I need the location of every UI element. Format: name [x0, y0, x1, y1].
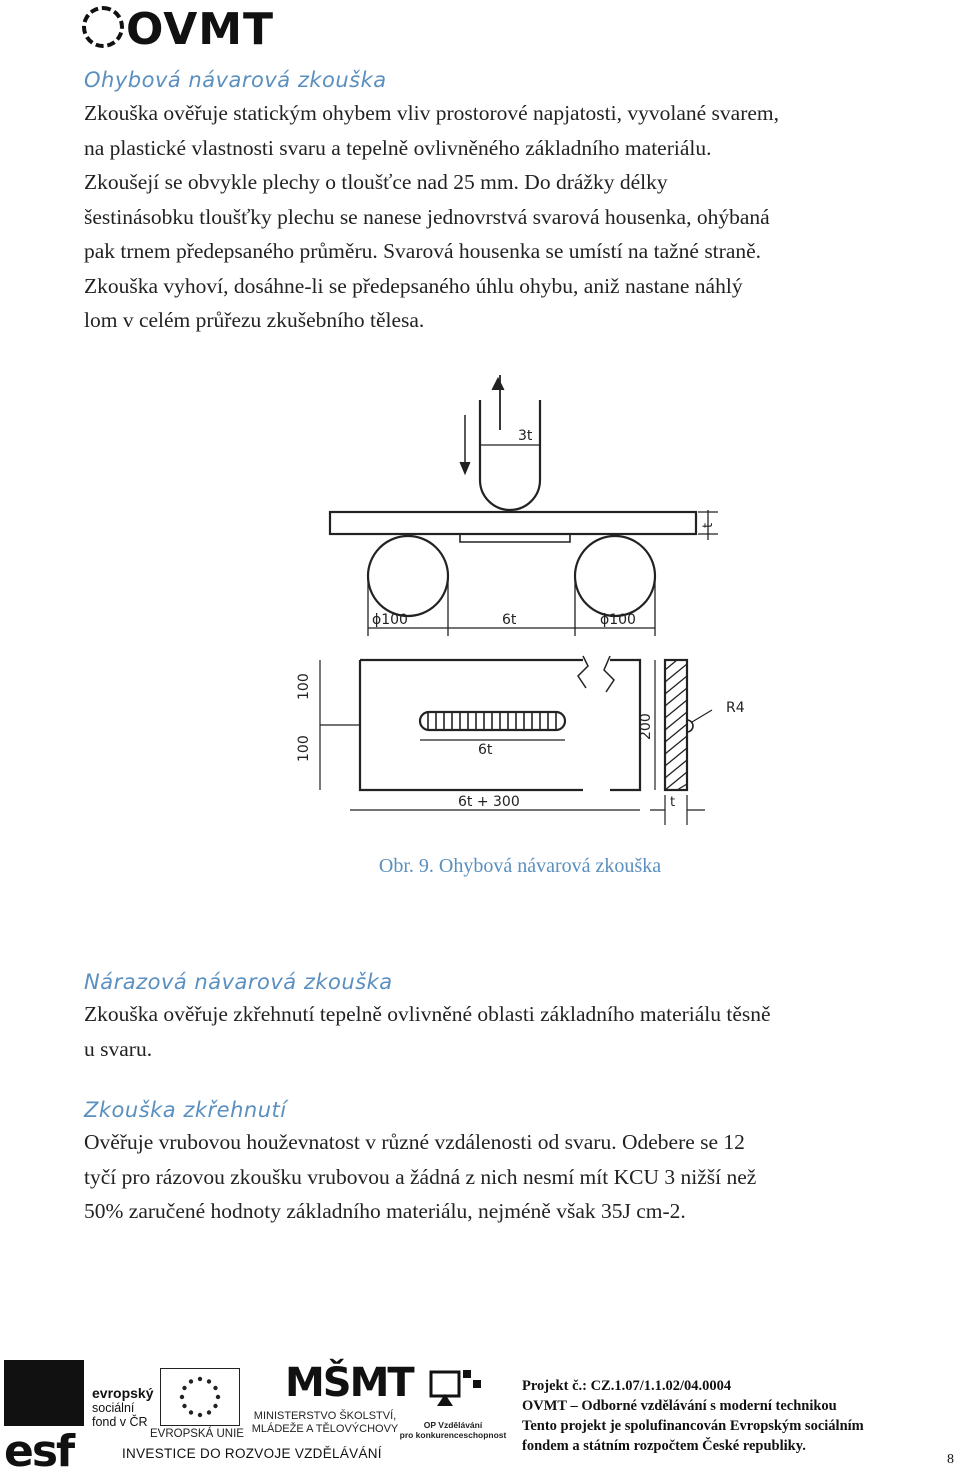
section-heading-embrittlement-test: Zkouška zkřehnutí [84, 1098, 287, 1122]
section-body-impact-test [84, 997, 956, 1066]
section-body-bend-test [84, 96, 956, 338]
text-line: Zkouška ověřuje statickým ohybem vliv prostorové napjatosti, vyvolané svarem, [84, 101, 780, 125]
section-heading-impact-test: Nárazová návarová zkouška [84, 970, 393, 994]
text-line: Zkoušejí se obvykle plechy o tloušťce nad 25 mm. Do drážky délky [84, 170, 668, 194]
support-roller-right [575, 536, 655, 616]
section-body-embrittlement-test [84, 1125, 956, 1229]
length-label: 6t + 300 [458, 794, 520, 810]
plate [330, 510, 718, 542]
support-right-label: ϕ100 [600, 612, 636, 628]
text-line: šestinásobku tloušťky plechu se nanese jednovrstvá svarová housenka, ohýbaná [84, 204, 770, 229]
logo-text: OVMT [126, 4, 275, 55]
text-line: 50% zaručené hodnoty základního materiálu, nejméně však 35J cm-2. [84, 1199, 686, 1223]
esf-logo-icon [4, 1360, 84, 1426]
invest-slogan: INVESTICE DO ROZVOJE VZDĚLÁVÁNÍ [122, 1446, 382, 1461]
text-line: Zkouška vyhoví, dosáhne-li se předepsaného úhlu ohybu, aniž nastane náhlý [84, 273, 743, 298]
text-line: pak trnem předepsaného průměru. Svarová housenka se umístí na tažné straně. [84, 239, 762, 263]
upper-half-label: 100 [296, 673, 312, 700]
eu-flag-icon [160, 1368, 240, 1426]
page-number: 8 [947, 1452, 954, 1467]
support-left-label: ϕ100 [372, 612, 408, 628]
radius-label: R4 [726, 700, 745, 716]
width-label: 200 [638, 713, 654, 740]
plate-thickness-label: t [670, 795, 676, 810]
project-line: OVMT – Odborné vzdělávání s moderní technikou [522, 1398, 837, 1414]
esf-label: evropský sociální fond v ČR [92, 1385, 154, 1429]
text-line: lom v celém průřezu zkušebního tělesa. [84, 308, 425, 332]
project-line: Projekt č.: CZ.1.07/1.1.02/04.0004 [522, 1378, 732, 1394]
lower-half-label: 100 [296, 735, 312, 762]
esf-logo-text: esf [4, 1426, 74, 1477]
mandrel-label: 3t [518, 428, 533, 444]
msmt-logo: MŠMT [285, 1360, 413, 1406]
op-label: OP Vzdělávání pro konkurenceschopnost [399, 1420, 507, 1440]
cross-section [650, 660, 712, 825]
footer-logos [0, 1360, 510, 1477]
text-line: u svaru. [84, 1036, 153, 1061]
text-line: Zkouška ověřuje zkřehnutí tepelně ovlivněné oblasti základního materiálu těsně [84, 1002, 771, 1026]
text-line: Ověřuje vrubovou houževnatost v různé vzdálenosti od svaru. Odebere se 12 [84, 1130, 745, 1154]
text-line: na plastické vlastnosti svaru a tepelně ovlivněného základního materiálu. [84, 135, 712, 160]
project-info [522, 1376, 864, 1456]
project-line: fondem a státním rozpočtem České republiky. [522, 1438, 806, 1454]
gear-icon [82, 6, 124, 48]
section-heading-bend-test: Ohybová návarová zkouška [84, 68, 387, 92]
bead-label: 6t [478, 742, 493, 758]
ovmt-logo [82, 4, 274, 55]
op-vzdelavani-icon [425, 1366, 485, 1414]
plate-top-view [320, 656, 655, 810]
support-roller-left [368, 536, 448, 616]
project-line: Tento projekt je spolufinancován Evropským sociálním [522, 1418, 864, 1434]
span-label: 6t [502, 612, 517, 628]
bend-test-diagram [296, 370, 745, 830]
text-line: tyčí pro rázovou zkoušku vrubovou a žádná z nich nesmí mít KCU 3 nižší než [84, 1164, 757, 1189]
figure-caption: Obr. 9. Ohybová návarová zkouška [378, 855, 662, 877]
msmt-label: MINISTERSTVO ŠKOLSTVÍ, MLÁDEŽE A TĚLOVÝCHOVY [251, 1410, 399, 1435]
thickness-label: t [701, 522, 716, 528]
eu-label: EVROPSKÁ UNIE [150, 1428, 244, 1440]
